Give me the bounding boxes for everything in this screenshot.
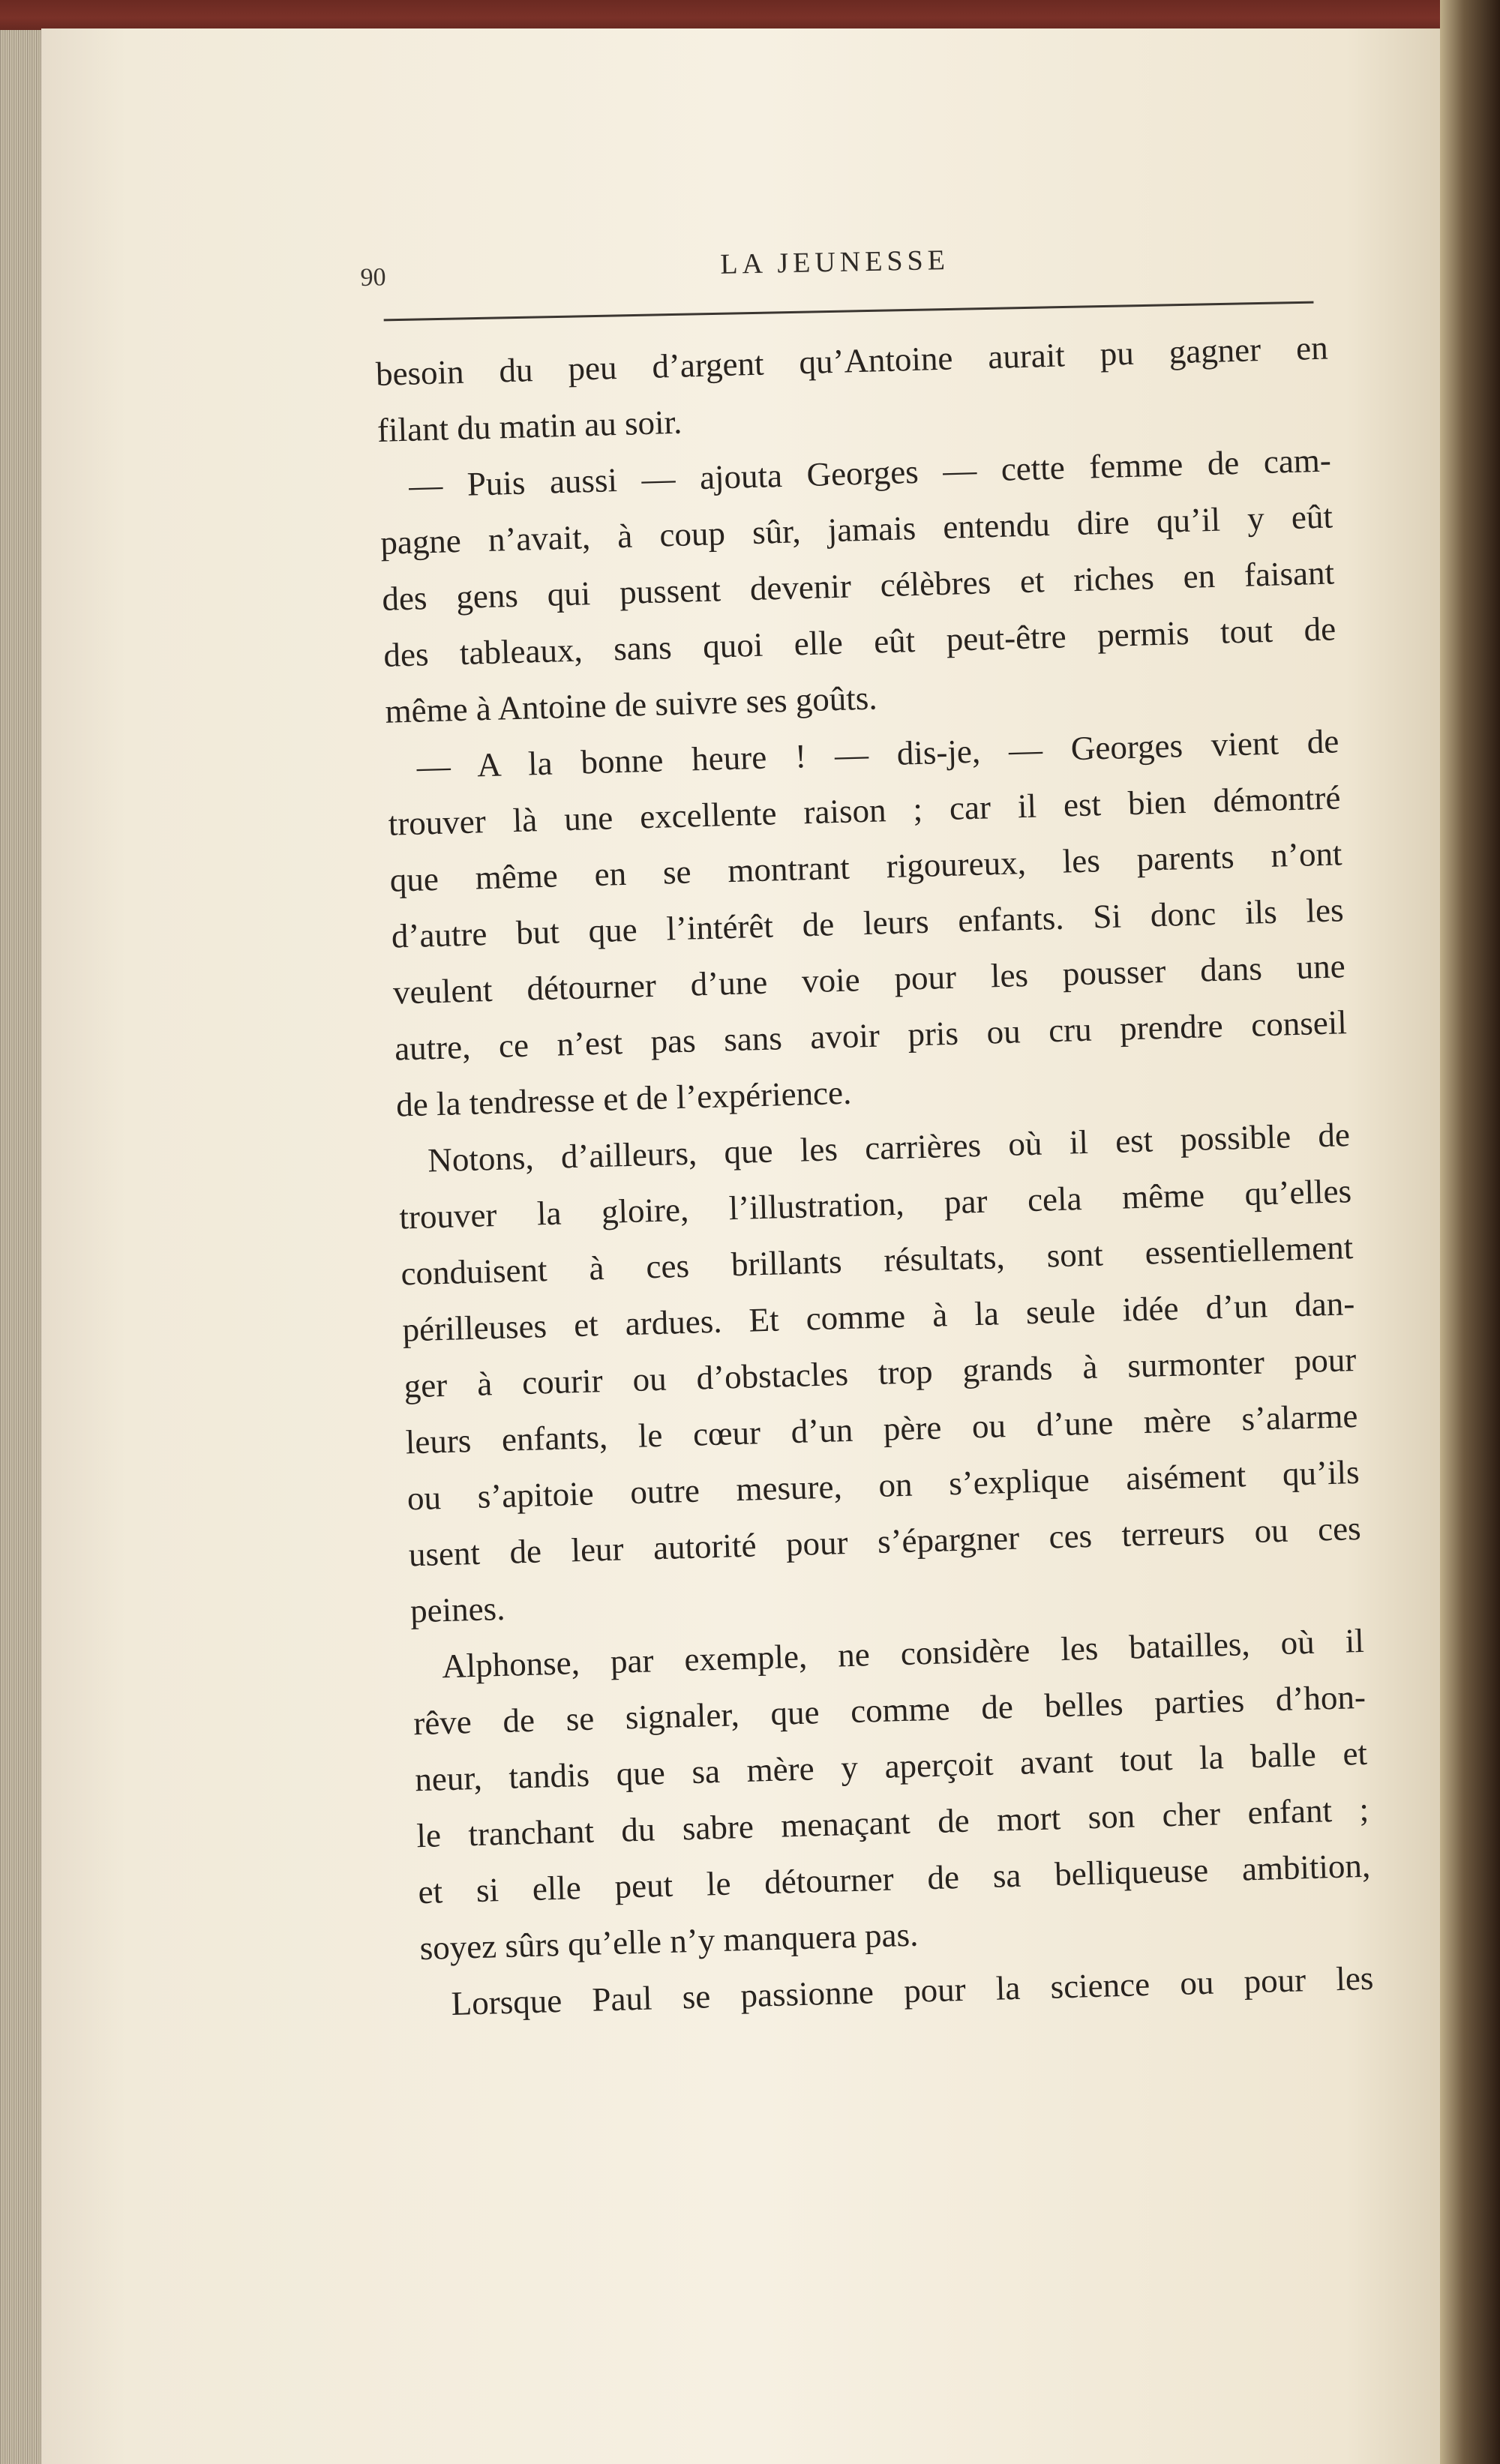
text-line: besoin du peu d’argent qu’Antoine aurait pu gagner en bbox=[375, 328, 1329, 393]
text-line: Lorsque Paul se passionne pour la science ou pour les bbox=[451, 1959, 1374, 2023]
text-line: et si elle peut le détourner de sa belliqueuse ambition, bbox=[417, 1846, 1371, 1911]
text-line: neur, tandis que sa mère y aperçoit avant tout la balle et bbox=[414, 1734, 1368, 1799]
text-line: — A la bonne heure ! — dis-je, — Georges vient de bbox=[416, 722, 1340, 786]
body-text bbox=[375, 320, 1374, 2034]
text-line: conduisent à ces brillants résultats, sont essentiellement bbox=[400, 1228, 1354, 1293]
text-line: usent de leur autorité pour s’épargner ces terreurs ou ces bbox=[408, 1509, 1362, 1574]
page-stack-edges bbox=[0, 30, 45, 2464]
text-line: périlleuses et ardues. Et comme à la seule idée d’un dan- bbox=[401, 1284, 1355, 1349]
text-line: ger à courir ou d’obstacles trop grands à surmonter pour bbox=[404, 1341, 1357, 1405]
text-line: Notons, d’ailleurs, que les carrières où il est possible de bbox=[427, 1116, 1351, 1180]
text-line: des tableaux, sans quoi elle eût peut-être permis tout de bbox=[382, 610, 1336, 674]
text-line: le tranchant du sabre menaçant de mort son cher enfant ; bbox=[416, 1790, 1370, 1855]
text-line: peines. bbox=[410, 1589, 506, 1630]
text-line: veulent détourner d’une voie pour les pousser dans une bbox=[392, 947, 1346, 1012]
running-head: LA JEUNESSE bbox=[719, 244, 950, 280]
text-line: trouver là une excellente raison ; car il est bien démontré bbox=[388, 778, 1341, 843]
text-line: — Puis aussi — ajouta Georges — cette femme de cam- bbox=[408, 441, 1332, 505]
text-line: leurs enfants, le cœur d’un père ou d’une mère s’alarme bbox=[405, 1396, 1359, 1461]
text-line: même à Antoine de suivre ses goûts. bbox=[384, 679, 878, 730]
text-line: pagne n’avait, à coup sûr, jamais entendu dire qu’il y eût bbox=[380, 497, 1334, 562]
text-line: des gens qui pussent devenir célèbres et riches en faisant bbox=[381, 553, 1335, 618]
page-number: 90 bbox=[360, 263, 386, 292]
book-gutter bbox=[1440, 0, 1500, 2464]
text-line: d’autre but que l’intérêt de leurs enfants. Si donc ils les bbox=[391, 891, 1345, 955]
text-line: rêve de se signaler, que comme de belles parties d’hon- bbox=[412, 1677, 1366, 1743]
text-line: filant du matin au soir. bbox=[376, 403, 682, 449]
text-line: de la tendresse et de l’expérience. bbox=[395, 1073, 852, 1124]
text-line: autre, ce n’est pas sans avoir pris ou cru prendre conseil bbox=[394, 1003, 1348, 1068]
text-line: soyez sûrs qu’elle n’y manquera pas. bbox=[418, 1915, 919, 1968]
text-line: ou s’apitoie outre mesure, on s’explique aisément qu’ils bbox=[406, 1452, 1360, 1518]
text-line: Alphonse, par exemple, ne considère les batailles, où il bbox=[441, 1621, 1365, 1686]
text-line: trouver la gloire, l’illustration, par cela même qu’elles bbox=[398, 1172, 1352, 1236]
text-line: que même en se montrant rigoureux, les parents n’ont bbox=[389, 835, 1343, 899]
